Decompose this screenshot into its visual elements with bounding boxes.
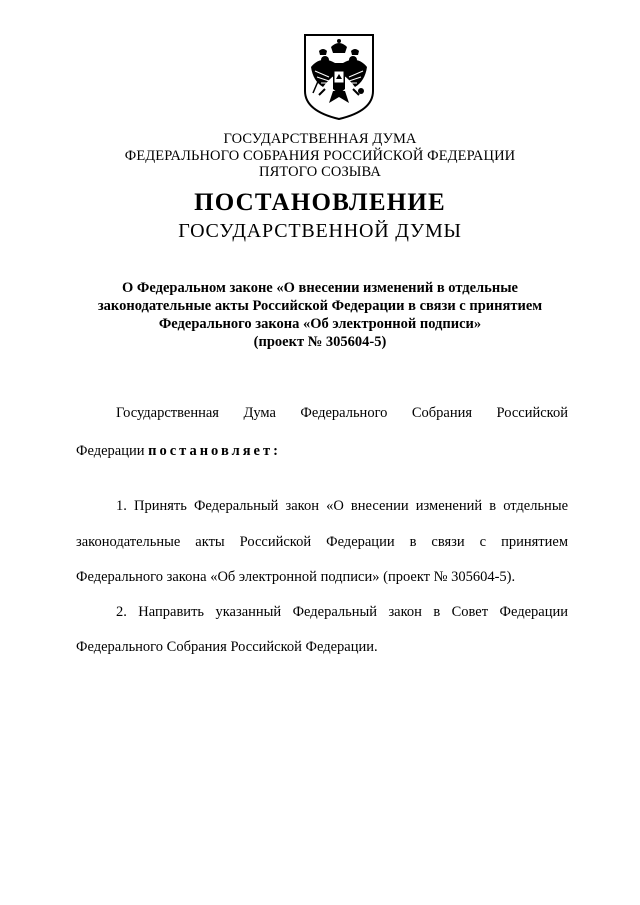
item-2-line-2: Федерального Собрания Российской Федерации. — [76, 639, 378, 655]
preamble-line-2 — [76, 442, 568, 460]
document-issuer-title: ГОСУДАРСТВЕННОЙ ДУМЫ — [178, 220, 462, 242]
header-line-federal-assembly: ФЕДЕРАЛЬНОГО СОБРАНИЯ РОССИЙСКОЙ ФЕДЕРАЦИИ — [124, 148, 516, 164]
item-1-line-2: законодательные акты Российской Федерации в связи с принятием — [76, 534, 568, 550]
subject-line-1: О Федеральном законе «О внесении изменений в отдельные — [122, 280, 518, 296]
document-type-title: ПОСТАНОВЛЕНИЕ — [194, 189, 446, 216]
header-line-convocation: ПЯТОГО СОЗЫВА — [259, 164, 381, 180]
item-2-line-1: 2. Направить указанный Федеральный закон в Совет Федерации — [116, 604, 568, 620]
decree-word: постановляет: — [148, 443, 281, 459]
russian-coat-of-arms-icon — [301, 33, 377, 121]
subject-line-3: Федерального закона «Об электронной подписи» — [158, 316, 482, 332]
subject-line-4: (проект № 305604-5) — [253, 334, 387, 350]
preamble-federation-word: Федерации — [76, 443, 145, 459]
item-1-line-3: Федерального закона «Об электронной подписи» (проект № 305604-5). — [76, 569, 516, 585]
preamble-line-1: Государственная Дума Федерального Собрания Российской — [116, 405, 568, 421]
header-line-duma: ГОСУДАРСТВЕННАЯ ДУМА — [223, 131, 417, 147]
subject-line-2: законодательные акты Российской Федерации в связи с принятием — [97, 298, 543, 314]
item-1-line-1: 1. Принять Федеральный закон «О внесении изменений в отдельные — [116, 498, 568, 514]
